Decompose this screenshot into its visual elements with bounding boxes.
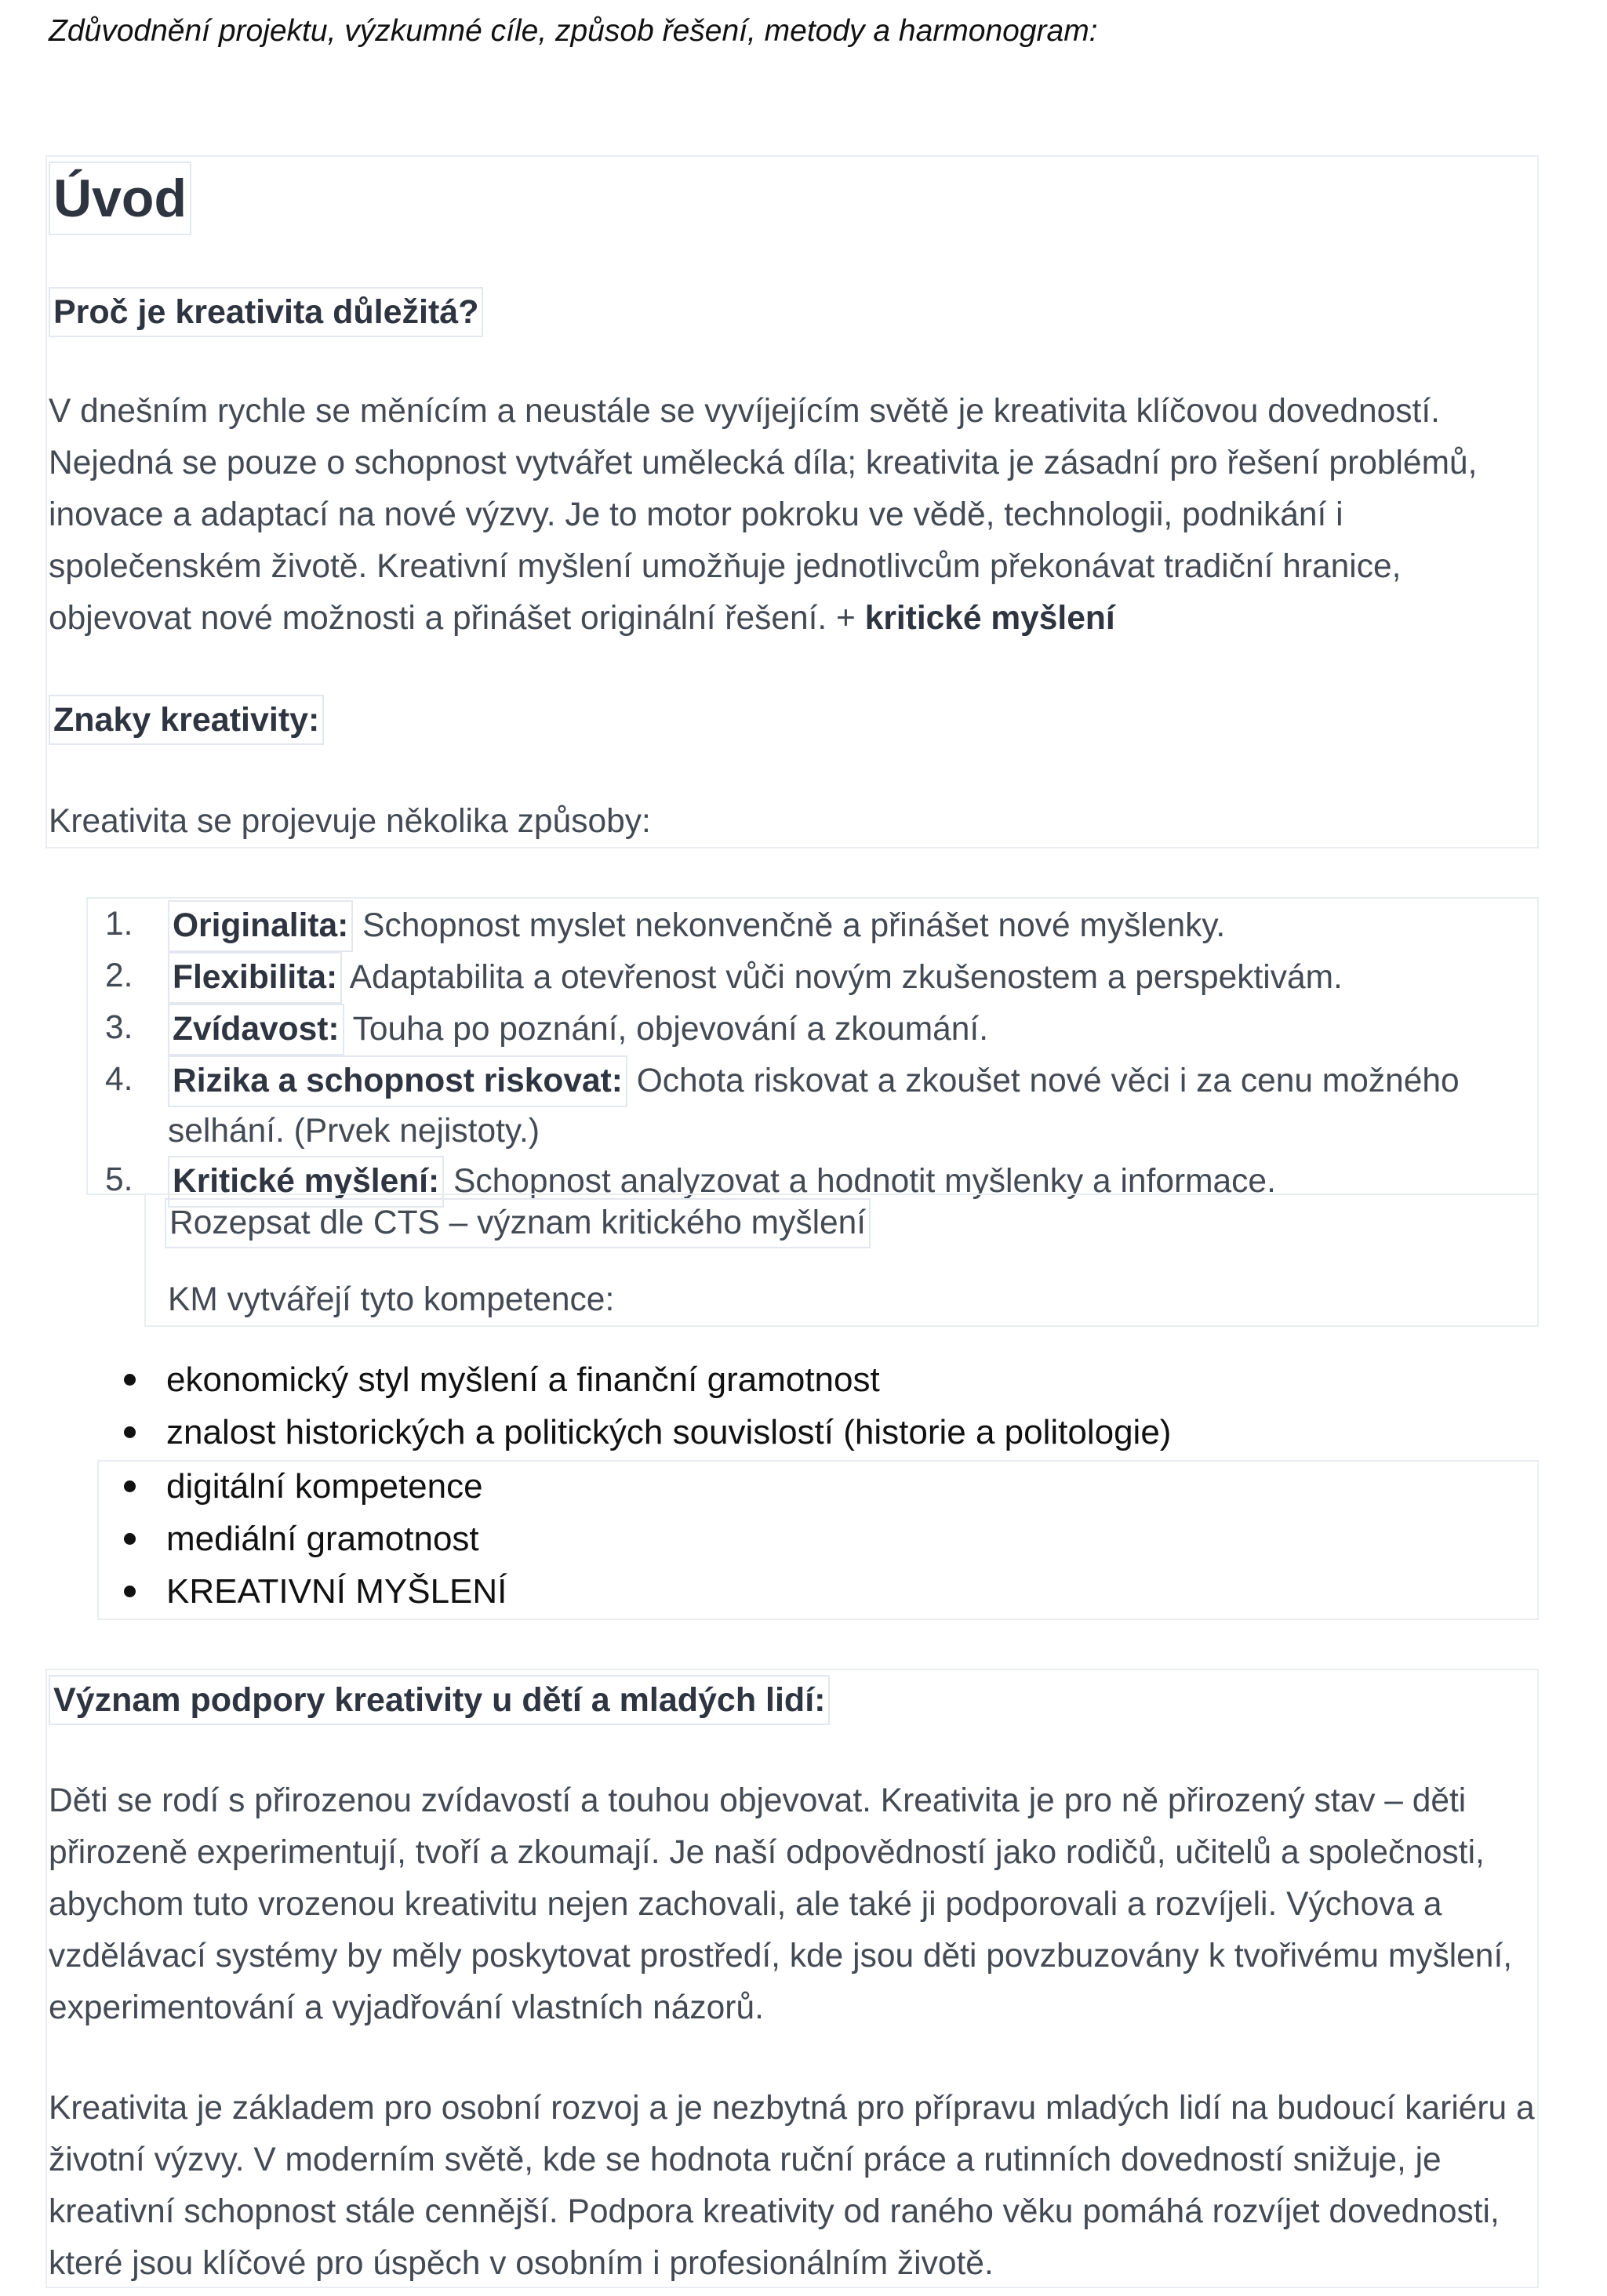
sign-description: Touha po poznání, objevování a zkoumání. xyxy=(352,1011,989,1048)
competences-intro: KM vytvářejí tyto kompetence: xyxy=(168,1281,615,1318)
list-item xyxy=(94,900,1537,952)
competences-list xyxy=(118,1353,1171,1459)
sign-term: Originalita: xyxy=(168,900,353,952)
list-item: mediální gramotnost xyxy=(118,1513,507,1565)
why-creativity-text: V dnešním rychle se měnícím a neustále se vyvíjejícím světě je kreativita klíčovou dovedností. Nejedná se pouze o schopnost vytvářet umělecká díla; kreativita je zásadní pro řešení problémů, inovace a adaptací na nové výzvy. Je to motor pokroku ve vědě, technologii, podnikání i společenském životě. Kreativní myšlení umožňuje jednotlivcům překonávat tradiční hranice, objevovat nové možnosti a přinášet originální řešení. + xyxy=(49,393,1478,637)
list-number: 5. xyxy=(105,1161,133,1198)
list-number: 2. xyxy=(105,957,133,994)
competences-list-continued xyxy=(118,1460,507,1618)
why-creativity-paragraph xyxy=(49,386,1539,645)
support-paragraph-2: Kreativita je základem pro osobní rozvoj a je nezbytná pro přípravu mladých lidí na budoucí kariéru a životní výzvy. V moderním světě, kde se hodnota ruční práce a rutinních dovedností snižuje, je kreativní schopnost stále cennější. Podpora kreativity od raného věku pomáhá rozvíjet dovednosti, které jsou klíčové pro úspěch v osobním i profesionálním životě. xyxy=(49,2090,1535,2282)
support-paragraph-1: Děti se rodí s přirozenou zvídavostí a touhou objevovat. Kreativita je pro ně přirozený stav – děti přirozeně experimentují, tvoří a zkoumají. Je naší odpovědností jako rodičů, učitelů a společnosti, abychom tuto vrozenou kreativitu nejen zachovali, ale také ji podporovali a rozvíjeli. Výchova a vzdělávací systémy by měly poskytovat prostředí, kde jsou děti povzbuzovány k tvořivému myšlení, experimentování a vyjadřování vlastních názorů. xyxy=(49,1782,1513,2026)
list-number: 4. xyxy=(105,1061,133,1098)
sign-description: Schopnost analyzovat a hodnotit myšlenky a informace. xyxy=(453,1163,1276,1200)
sign-description: Schopnost myslet nekonvenčně a přinášet nové myšlenky. xyxy=(362,907,1226,944)
sign-term: Rizika a schopnost riskovat: xyxy=(168,1055,627,1107)
support-heading: Význam podpory kreativity u dětí a mladých lidí: xyxy=(49,1675,830,1725)
list-number: 1. xyxy=(105,906,133,943)
signs-intro: Kreativita se projevuje několika způsoby: xyxy=(49,803,651,840)
sign-term: Kritické myšlení: xyxy=(168,1156,444,1208)
list-item: KREATIVNÍ MYŠLENÍ xyxy=(118,1565,507,1618)
sign-description: Ochota riskovat a zkoušet nové věci i za cenu možného selhání. (Prvek nejistoty.) xyxy=(168,1063,1460,1150)
page-title: Úvod xyxy=(49,162,191,235)
signs-heading: Znaky kreativity: xyxy=(49,695,324,745)
sign-description: Adaptabilita a otevřenost vůči novým zkušenostem a perspektivám. xyxy=(349,959,1343,996)
creativity-signs-list xyxy=(94,900,1537,1208)
document-caption: Zdůvodnění projektu, výzkumné cíle, způsob řešení, metody a harmonogram: xyxy=(49,14,1098,48)
list-item: ekonomický styl myšlení a finanční gramotnost xyxy=(118,1353,1171,1406)
list-number: 3. xyxy=(105,1009,133,1046)
list-item xyxy=(94,1055,1537,1156)
cts-note: Rozepsat dle CTS – význam kritického myšlení xyxy=(165,1198,871,1248)
critical-thinking-emphasis: kritické myšlení xyxy=(864,600,1115,637)
why-creativity-heading: Proč je kreativita důležitá? xyxy=(49,287,483,337)
list-item xyxy=(94,1004,1537,1055)
list-item xyxy=(94,952,1537,1004)
list-item: digitální kompetence xyxy=(118,1460,507,1513)
list-item: znalost historických a politických souvislostí (historie a politologie) xyxy=(118,1406,1171,1459)
sign-term: Flexibilita: xyxy=(168,952,342,1004)
sign-term: Zvídavost: xyxy=(168,1004,344,1055)
